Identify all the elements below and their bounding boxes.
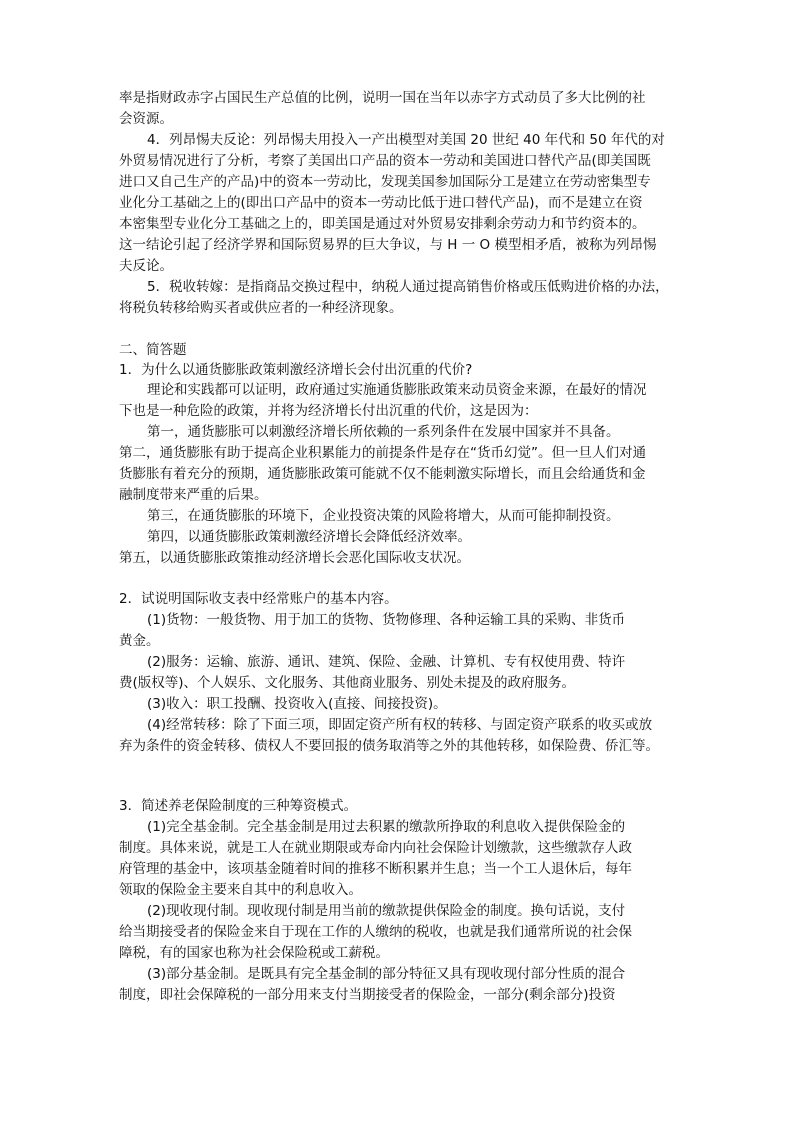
text-line: 理论和实践都可以证明，政府通过实施通货膨胀政策来动员资金来源，在最好的情况 [147,382,647,398]
text-line: 将税负转移给购买者或供应者的一种经济现象。 [119,300,403,316]
text-line: 会资源。 [119,111,173,127]
text-line: (4)经常转移：除了下面三项，即固定资产所有权的转移、与固定资产联系的收买或放 [147,717,653,733]
text-line: 给当期接受者的保险金来自于现在工作的人缴纳的税收，也就是我们通常所说的社会保 [119,924,632,940]
text-line: 障税，有的国家也称为社会保险税或工薪税。 [119,945,389,961]
text-line: 二、简答题 [119,342,187,358]
text-line: 第三，在通货膨胀的环境下，企业投资决策的风险将增大，从而可能抑制投资。 [147,508,620,524]
text-line: 1．为什么以通货膨胀政策刺激经济增长会付出沉重的代价? [119,362,473,378]
text-line: 率是指财政赤字占国民生产总值的比例，说明一国在当年以赤字方式动员了多大比例的社 [119,90,646,106]
text-line: 3．简述养老保险制度的三种筹资模式。 [119,798,358,814]
text-line: 弃为条件的资金转移、债权人不要回报的债务取消等之外的其他转移，如保险费、侨汇等。 [119,738,659,754]
text-line: 府管理的基金中，该项基金随着时间的推移不断积累并生息；当一个工人退休后，每年 [119,861,632,877]
text-line: 第五，以通货膨胀政策推动经济增长会恶化国际收支状况。 [119,550,470,566]
text-line: (2)现收现付制。现收现付制是用当前的缴款提供保险金的制度。换句话说，支付 [147,903,626,919]
text-line: 本密集型专业化分工基础之上的，即美国是通过对外贸易安排剩余劳动力和节约资本的。 [119,216,646,232]
text-line: 外贸易情况进行了分析，考察了美国出口产品的资本一劳动和美国进口替代产品(即美国既 [119,153,651,169]
text-line: 这一结论引起了经济学界和国际贸易界的巨大争议，与 H 一 O 模型相矛盾，被称为列昂惕 [119,237,657,253]
text-line: 费(版权等)、个人娱乐、文化服务、其他商业服务、别处未提及的政府服务。 [119,675,576,691]
text-line: (1)完全基金制。完全基金制是用过去积累的缴款所挣取的利息收入提供保险金的 [147,819,626,835]
text-line: 黄金。 [119,633,160,649]
text-line: (3)收入：职工投酬、投资收入(直接、间接投资)。 [147,696,447,712]
text-line: 制度。具体来说，就是工人在就业期限或寿命内向社会保险计划缴款，这些缴款存人政 [119,840,632,856]
text-line: 第一，通货膨胀可以刺激经济增长所依赖的一系列条件在发展中国家并不具备。 [147,424,620,440]
text-line: 业化分工基础之上的(即出口产品中的资本一劳动比低于进口替代产品)，而不是建立在资 [119,195,643,211]
text-line: 下也是一种危险的政策，并将为经济增长付出沉重的代价，这是因为： [119,403,538,419]
text-line: (3)部分基金制。是既具有完全基金制的部分特征又具有现收现付部分性质的混合 [147,966,626,982]
text-line: 制度，即社会保障税的一部分用来支付当期接受者的保险金，一部分(剩余部分)投资 [119,987,616,1003]
text-line: 融制度带来严重的后果。 [119,487,268,503]
text-line: 进口又自己生产的产品)中的资本一劳动比，发现美国参加国际分工是建立在劳动密集型专 [119,174,651,190]
text-line: 5．税收转嫁：是指商品交换过程中，纳税人通过提高销售价格或压低购进价格的办法， [147,279,669,295]
text-line: (2)服务：运输、旅游、通讯、建筑、保险、金融、计算机、专有权使用费、特许 [147,654,626,670]
text-line: 第二，通货膨胀有助于提高企业积累能力的前提条件是存在“货币幻觉”。但一旦人们对通 [119,445,646,461]
text-line: (1)货物：一般货物、用于加工的货物、货物修理、各种运输工具的采购、非货币 [147,612,626,628]
text-line: 领取的保险金主要来自其中的利息收入。 [119,882,362,898]
text-line: 第四，以通货膨胀政策刺激经济增长会降低经济效率。 [147,529,471,545]
text-line: 2．试说明国际收支表中经常账户的基本内容。 [119,591,398,607]
text-line: 夫反论。 [119,258,173,274]
text-line: 货膨胀有着充分的预期，通货膨胀政策可能就不仅不能刺激实际增长，而且会给通货和金 [119,466,646,482]
text-line: 4．列昂惕夫反论：列昂惕夫用投入一产出模型对美国 20 世纪 40 年代和 50 年代的对 [147,132,665,148]
